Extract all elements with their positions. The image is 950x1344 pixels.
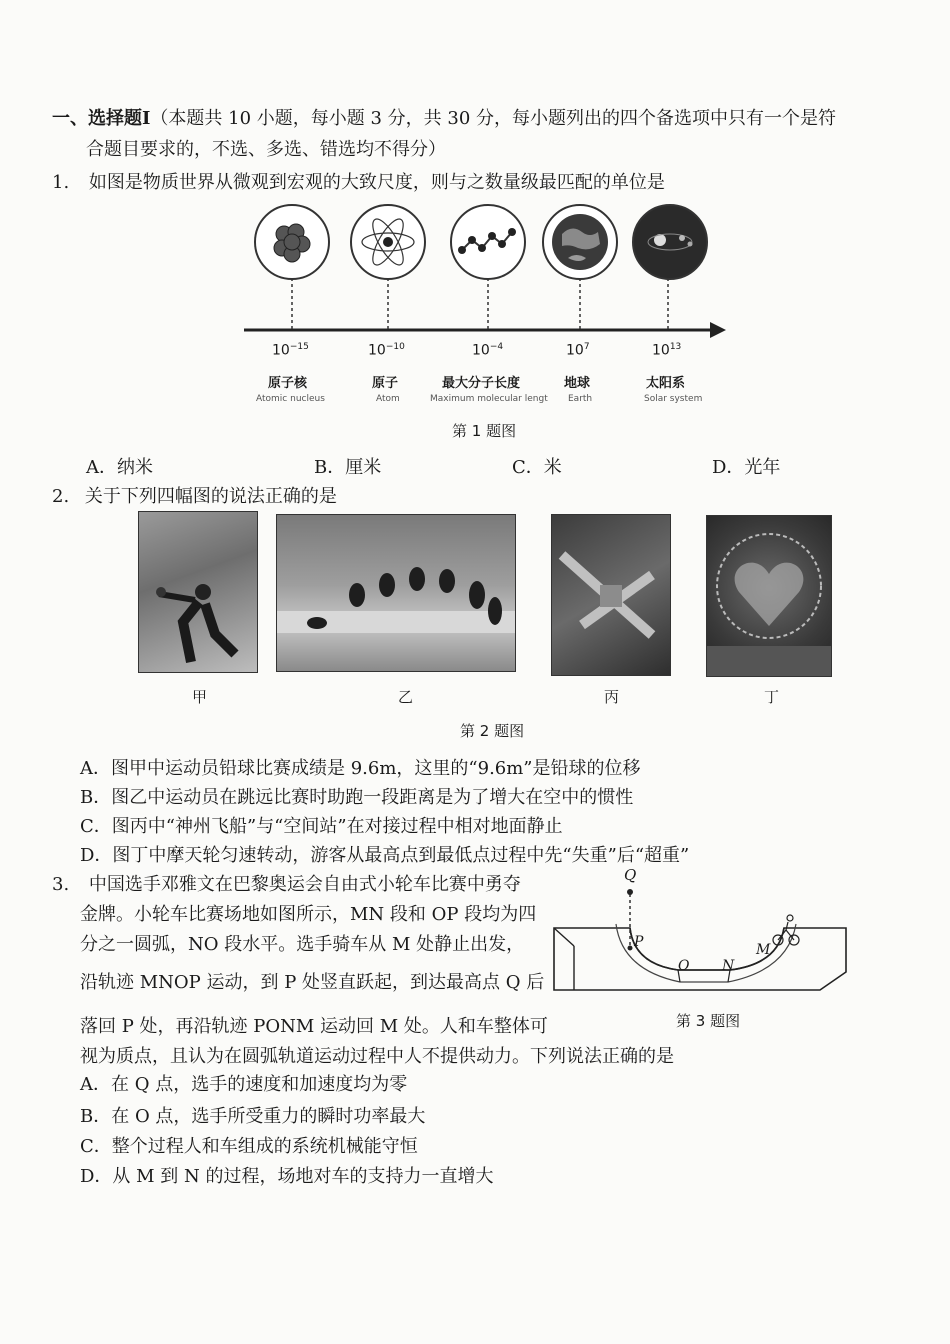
q1-option-b: B．厘米: [314, 457, 382, 478]
solar-system-icon: [632, 204, 708, 280]
photo-label-yi: 乙: [398, 688, 414, 706]
photo-label-bing: 丙: [604, 688, 620, 706]
scale-value-atom: $10^{-10}$: [368, 342, 405, 359]
scale-label-nucleus: 原子核: [268, 376, 308, 391]
q3-line1-row: [52, 872, 521, 898]
q2-number: 2.: [52, 486, 70, 507]
scale-en-nucleus: Atomic nucleus: [256, 394, 325, 404]
q2-figure-caption: 第 2 题图: [460, 722, 525, 740]
q2-stem-row: [52, 484, 337, 510]
track-outline: [554, 928, 846, 990]
scale-value-solar: $10^{13}$: [652, 342, 682, 359]
q2-option-a: A．图甲中运动员铅球比赛成绩是 9.6m，这里的“9.6m”是铅球的位移: [80, 758, 641, 779]
scale-label-atom: 原子: [372, 376, 399, 391]
scale-en-atom: Atom: [376, 394, 400, 404]
section-instructions-line1: （本题共 10 小题，每小题 3 分，共 30 分，每小题列出的四个备选项中只有一个是符: [150, 108, 837, 129]
atom-icon: [350, 204, 426, 280]
scale-value-nucleus: $10^{-15}$: [272, 342, 309, 359]
q2-stem: 关于下列四幅图的说法正确的是: [84, 486, 337, 507]
point-q-label: Q: [624, 866, 637, 884]
photo-ferris-wheel: [706, 515, 832, 677]
q1-option-d: D．光年: [712, 457, 781, 478]
q3-track-figure: [550, 866, 850, 1006]
scale-label-solar: 太阳系: [646, 376, 686, 391]
scale-en-molecule: Maximum molecular lengt: [430, 394, 548, 404]
q1-option-a: A．纳米: [86, 457, 153, 478]
photo-label-ding: 丁: [764, 688, 780, 706]
point-n-label: N: [722, 958, 735, 974]
q1-stem: 如图是物质世界从微观到宏观的大致尺度，则与之数量级最匹配的单位是: [88, 172, 665, 193]
q1-figure-caption: 第 1 题图: [452, 422, 517, 440]
section-header: [52, 106, 836, 132]
photo-label-jia: 甲: [192, 688, 208, 706]
point-m-label: M: [756, 942, 771, 958]
q3-option-c: C．整个过程人和车组成的系统机械能守恒: [80, 1136, 418, 1157]
q3-line6: 视为质点，且认为在圆弧轨道运动过程中人不提供动力。下列说法正确的是: [80, 1046, 674, 1067]
q3-line2: 金牌。小轮车比赛场地如图所示，MN 段和 OP 段均为四: [80, 904, 537, 925]
point-q-dot: [627, 889, 633, 895]
scale-en-earth: Earth: [568, 394, 593, 404]
photo-shot-put: [138, 511, 258, 673]
point-p-label: P: [634, 934, 644, 950]
q1-option-c: C．米: [512, 457, 562, 478]
q2-option-c: C．图丙中“神州飞船”与“空间站”在对接过程中相对地面静止: [80, 816, 563, 837]
q3-line4: 沿轨迹 MNOP 运动，到 P 处竖直跃起，到达最高点 Q 后: [80, 972, 545, 993]
scale-en-solar: Solar system: [644, 394, 703, 404]
q1-stem-row: [52, 170, 665, 196]
q3-line3: 分之一圆弧，NO 段水平。选手骑车从 M 处静止出发，: [80, 934, 525, 955]
q3-option-d: D．从 M 到 N 的过程，场地对车的支持力一直增大: [80, 1166, 494, 1187]
molecule-icon: [450, 204, 526, 280]
scale-label-earth: 地球: [564, 376, 591, 391]
q1-scale-figure: [240, 200, 740, 415]
q2-option-b: B．图乙中运动员在跳远比赛时助跑一段距离是为了增大在空中的惯性: [80, 787, 634, 808]
q3-number: 3.: [52, 874, 70, 895]
earth-icon: [542, 204, 618, 280]
q3-figure-caption: 第 3 题图: [676, 1012, 741, 1030]
q3-option-b: B．在 O 点，选手所受重力的瞬时功率最大: [80, 1106, 426, 1127]
scale-value-molecule: $10^{-4}$: [472, 342, 504, 359]
scale-axis-arrowhead: [710, 322, 726, 338]
atomic-nucleus-icon: [254, 204, 330, 280]
photo-spacecraft-docking: [551, 514, 671, 676]
section-instructions-line2: 合题目要求的，不选、多选、错选均不得分）: [86, 139, 446, 160]
scale-value-earth: $10^7$: [566, 342, 590, 359]
q3-line5: 落回 P 处，再沿轨迹 PONM 运动回 M 处。人和车整体可: [80, 1016, 548, 1037]
q3-line1: 中国选手邓雅文在巴黎奥运会自由式小轮车比赛中勇夺: [88, 874, 521, 895]
q1-number: 1.: [52, 172, 70, 193]
section-heading: 一、选择题Ⅰ: [52, 108, 151, 129]
point-p-dot: [628, 946, 633, 951]
photo-long-jump: [276, 514, 516, 672]
point-o-label: O: [678, 958, 690, 974]
q3-option-a: A．在 Q 点，选手的速度和加速度均为零: [80, 1074, 408, 1095]
q2-option-d: D．图丁中摩天轮匀速转动，游客从最高点到最低点过程中先“失重”后“超重”: [80, 845, 690, 866]
scale-label-molecule: 最大分子长度: [442, 376, 521, 391]
